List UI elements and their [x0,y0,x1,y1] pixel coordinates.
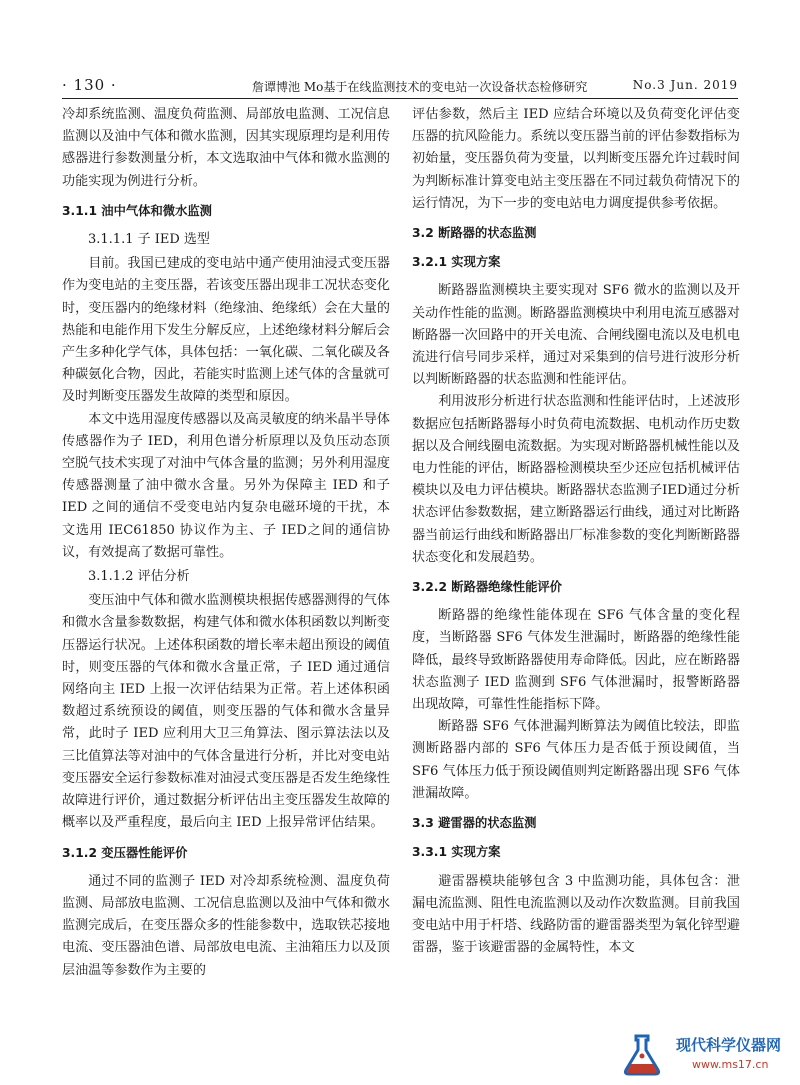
paragraph: 冷却系统监测、温度负荷监测、局部放电监测、工况信息监测以及油中气体和微水监测，因其实现原理均是利用传感器进行参数测量分析，本文选取油中气体和微水监测的功能实现为例进行分析。 [62,107,390,189]
left-column [62,104,390,982]
right-column [412,104,740,959]
paragraph: 避雷器模块能够包含 3 中监测功能，具体包含：泄漏电流监测、阻性电流监测以及动作次数监测。目前我国变电站中用于杆塔、线路防雷的避雷器类型为氧化锌型避雷器，鉴于该避雷器的金属特性，本文 [412,873,740,956]
subsection-heading-3-1-1-1: 3.1.1.1 子 IED 选型 [88,232,210,248]
paragraph: 目前。我国已建成的变电站中通产使用油浸式变压器作为变电站的主变压器，若该变压器出现非工况状态变化时，变压器内的绝缘材料（绝缘油、绝缘纸）会在大量的热能和电能作用下发生分解反应，上述绝缘材料分解后会产生多种化学气体，具体包括：一氧化碳、二氧化碳及各种碳氨化合物，因此，若能实时监测上述气体的含量就可及时判断变压器发生故障的类型和原因。 [62,256,390,405]
paragraph: 变压油中气体和微水监测模块根据传感器测得的气体和微水含量参数数据，构建气体和微水体积函数以判断变压器运行状况。上述体积函数的增长率未超出预设的阈值时，则变压器的气体和微水含量正常，子 IED 通过通信网络向主 IED 上报一次评估结果为正常。若上述体积函数超过系统预设的阈值，则变压器的气体和微水含量异常，此时子 IED 应利用大卫三角算法、图示算法法以及三比值算法等对油中的气体含量进行分析，并比对变电站变压器安全运行参数标准对油浸式变压器是否发生绝缘性故障进行评价，通过数据分析评估出主变压器发生故障的概率以及严重程度，最后向主 IED 上报异常评估结果。 [62,593,390,831]
section-heading-3-3: 3.3 避雷器的状态监测 [412,816,537,831]
section-heading-3-1-2: 3.1.2 变压器性能评价 [62,845,188,860]
section-heading-3-2-1: 3.2.1 实现方案 [412,255,501,270]
watermark-name: 现代科学仪器网 [676,1036,782,1054]
section-heading-3-2-2: 3.2.2 断路器绝缘性能评价 [412,580,562,595]
paragraph: 断路器的绝缘性能体现在 SF6 气体含量的变化程度，当断路器 SF6 气体发生泄漏时，断路器的绝缘性能降低，最终导致断路器使用寿命降低。因此，应在断路器状态监测子 IED 监测到 SF6 气体泄漏时，报警断路器出现故障，可靠性性能指标下降。 [412,608,740,713]
section-heading-3-3-1: 3.3.1 实现方案 [412,845,501,860]
paragraph: 本文中选用湿度传感器以及高灵敏度的纳米晶半导体传感器作为子 IED，利用色谱分析原理以及负压动态顶空脱气技术实现了对油中气体含量的监测；另外利用湿度传感器测量了油中微水含量。另外为保障主 IED 和子 IED 之间的通信不受变电站内复杂电磁环境的干扰，本文选用 IEC61850 协议作为主、子 IED之间的通信协议，有效提高了数据可靠性。 [62,411,390,560]
running-title: 詹谭博池 Mo基于在线监测技术的变电站一次设备状态检修研究 [252,80,588,94]
paragraph: 评估参数，然后主 IED 应结合环境以及负荷变化评估变压器的抗风险能力。系统以变压器当前的评估参数指标为初始量，变压器负荷为变量，以判断变压器允许过载时间为判断标准计算变电站主变压器在不同过载负荷情况下的运行情况，为下一步的变电站电力调度提供参考依据。 [412,107,740,211]
watermark-url: www.ms17.cn [692,1058,769,1071]
paragraph: 利用波形分析进行状态监测和性能评估时，上述波形数据应包括断路器每小时负荷电流数据、电机动作历史数据以及合闸线圈电流数据。为实现对断路器机械性能以及电力性能的评估，断路器检测模块至少还应包括机械评估模块以及电力评估模块。断路器状态监测子IED通过分析状态评估参数数据，建立断路器运行曲线，通过对比断路器当前运行曲线和断路器出厂标准参数的变化判断断路器状态变化和发展趋势。 [412,394,740,565]
issue-info: No.3 Jun. 2019 [632,78,738,92]
site-watermark [618,1028,788,1080]
flask-logo-icon [618,1030,666,1078]
paragraph: 断路器 SF6 气体泄漏判断算法为阈值比较法，即监测断路器内部的 SF6 气体压力是否低于预设阈值，当 SF6 气体压力低于预设阈值则判定断路器出现 SF6 气体泄漏故障。 [412,719,740,801]
page-header [62,76,738,99]
section-heading-3-2: 3.2 断路器的状态监测 [412,226,537,241]
page-number: · 130 · [62,76,117,94]
paragraph: 断路器监测模块主要实现对 SF6 微水的监测以及开关动作性能的监测。断路器监测模块中利用电流互感器对断路器一次回路中的开关电流、合闸线圈电流以及电机电流进行信号同步采样，通过对采集到的信号进行波形分析以判断断路器的状态监测和性能评估。 [412,283,740,388]
section-heading-3-1-1: 3.1.1 油中气体和微水监测 [62,203,212,218]
paragraph: 通过不同的监测子 IED 对冷却系统检测、温度负荷监测、局部放电监测、工况信息监测以及油中气体和微水监测完成后，在变压器众多的性能参数中，选取铁芯接地电流、变压器油色谱、局部放电电流、主油箱压力以及顶层油温等参数作为主要的 [62,873,390,978]
subsection-heading-3-1-1-2: 3.1.1.2 评估分析 [88,569,190,585]
